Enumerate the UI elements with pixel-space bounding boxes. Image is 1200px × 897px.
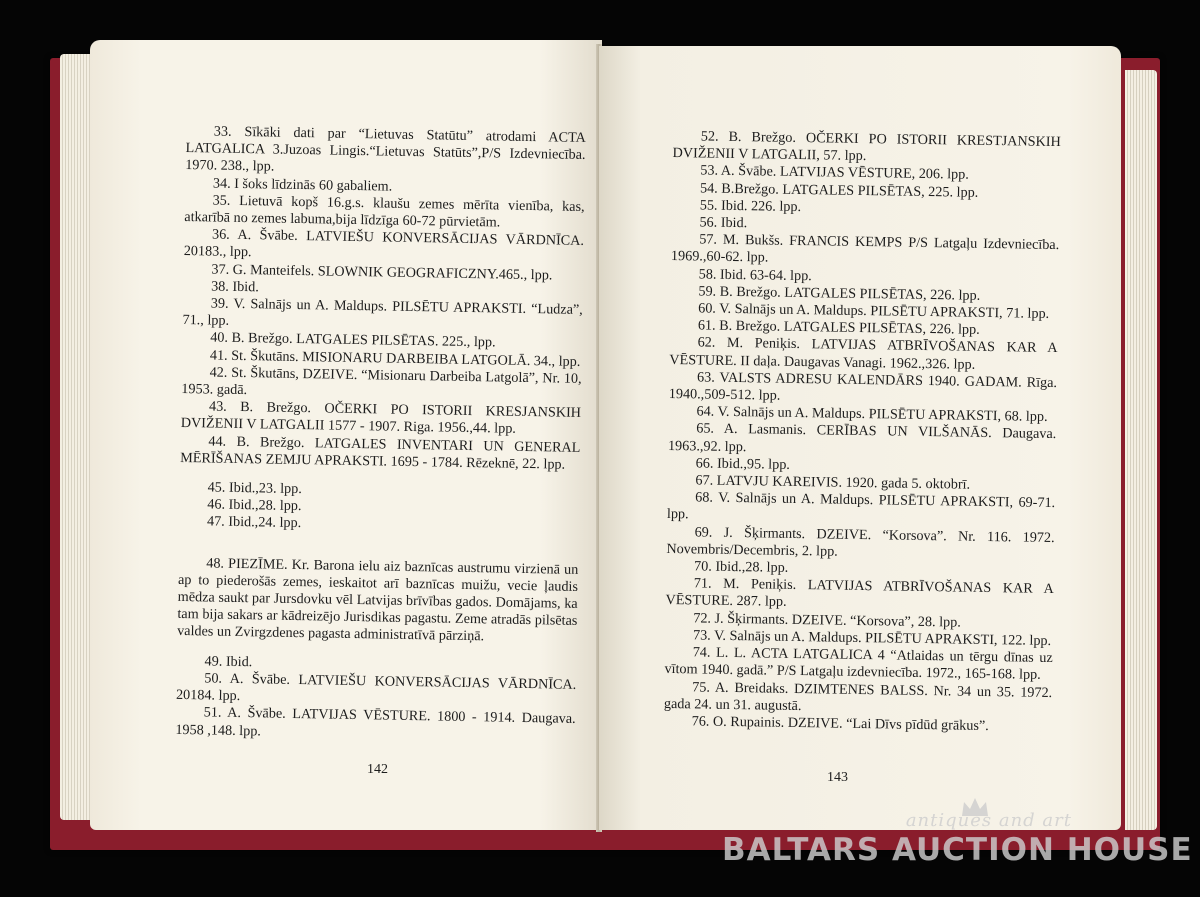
note-66: 66. Ibid.,95. lpp. [695,455,791,473]
note-59: 59. B. Brežgo. LATGALES PILSĒTAS, 226. lpp. [698,283,981,304]
note-43: 43. B. Brežgo. OČERKI PO ISTORII KRESJANSKIH DVIŽENII V LATGALII 1577 - 1907. Riga. 1956.,44. lpp. [180,398,582,438]
note-69: 69. J. Šķirmants. DZEIVE. “Korsova”. Nr. 116. 1972. Novembris/Decembris, 2. lpp. [666,524,1055,560]
note-48: 48. PIEZĪME. Kr. Barona ielu aiz baznīcas austrumu virzienā un ap to piederošās zemes, ieskaitot arī baznīcas muižu, vecie ļaudis mēdza saukt par Jursdovku vēl Latvijas brīvības gados. Domājams, ka tam bija sakars ar kādreizējo Jurisdikas pagastu. Zeme atradās pilsētas valdes un Zvirgzdenes pagasta administratīvā pārziņā. [176,555,579,645]
note-37: 37. G. Manteifels. SLOWNIK GEOGRAFICZNY.465., lpp. [211,261,553,284]
right-page [599,46,1121,830]
note-55: 55. Ibid. 226. lpp. [699,197,802,215]
note-72: 72. J. Šķirmants. DZEIVE. “Korsova”, 28. lpp. [693,610,961,631]
page-number-right: 143 [827,770,848,785]
note-52: 52. B. Brežgo. OČERKI PO ISTORII KRESTJANSKIH DVIŽENII V LATGALII, 57. lpp. [672,128,1061,165]
note-34: 34. I šoks līdzinās 60 gabaliem. [212,175,393,195]
auction-house-watermark [722,808,1193,888]
note-46: 46. Ibid.,28. lpp. [207,496,302,515]
note-68: 68. V. Salnājs un A. Maldups. PILSĒTU APRAKSTI, 69-71. lpp. [666,489,1056,523]
note-67: 67. LATVJU KAREIVIS. 1920. gada 5. oktobrī. [695,472,971,493]
note-65: 65. A. Lasmanis. CERĪBAS UN VILŠANĀS. Daugava. 1963.,92. lpp. [667,420,1057,455]
note-56: 56. Ibid. [699,214,748,232]
left-page [90,40,602,830]
note-70: 70. Ibid.,28. lpp. [693,558,789,576]
note-53: 53. A. Švābe. LATVIJAS VĒSTURE, 206. lpp. [700,162,969,184]
left-page-notes [175,123,586,746]
note-71: 71. M. Peniķis. LATVIJAS ATBRĪVOŠANAS KAR A VĒSTURE. 287. lpp. [665,575,1054,611]
note-60: 60. V. Salnājs un A. Maldups. PILSĒTU APRAKSTI, 71. lpp. [698,300,1050,322]
note-49: 49. Ibid. [204,653,253,670]
note-47: 47. Ibid.,24. lpp. [206,513,302,532]
note-33: 33. Sīkāki dati par “Lietuvas Statūtu” atrodami ACTA LATGALICA 3.Juzoas Lingis.“Lietuvas Statūts”,P/S Izdevniecība. 1970. 238., lpp. [185,123,586,175]
note-76: 76. O. Rupainis. DZEIVE. “Lai Dīvs pīdūd grākus”. [691,713,989,734]
note-36: 36. A. Švābe. LATVIEŠU KONVERSĀCIJAS VĀRDNĪCA. 20183., lpp. [183,226,585,261]
page-edges-right [1125,70,1157,830]
note-50: 50. A. Švābe. LATVIEŠU KONVERSĀCIJAS VĀRDNĪCA. 20184. lpp. [175,670,577,705]
note-75: 75. A. Breidaks. DZIMTENES BALSS. Nr. 34 un 35. 1972. gada 24. un 31. augustā. [663,678,1053,714]
watermark-tagline: antiques and art [905,810,1072,831]
note-58: 58. Ibid. 63-64. lpp. [698,266,812,284]
note-57: 57. M. Bukšs. FRANCIS KEMPS P/S Latgaļu Izdevniecība. 1969.,60-62. lpp. [670,231,1060,266]
note-41: 41. St. Škutāns. MISIONARU DARBEIBA LATGOLĀ. 34., lpp. [209,347,581,370]
right-page-notes [664,128,1061,736]
note-73: 73. V. Salnājs un A. Maldups. PILSĒTU APRAKSTI, 122. lpp. [692,627,1052,649]
watermark-brand: BALTARS AUCTION HOUSE [722,832,1193,868]
note-63: 63. VALSTS ADRESU KALENDĀRS 1940. GADAM. Rīga. 1940.,509-512. lpp. [668,369,1058,404]
note-61: 61. B. Brežgo. LATGALES PILSĒTAS, 226. lpp. [697,317,980,339]
note-62: 62. M. Peniķis. LATVIJAS ATBRĪVOŠANAS KAR A VĒSTURE. II daļa. Daugavas Vanagi. 1962.,326. lpp. [669,334,1058,373]
note-74: 74. L. L. ACTA LATGALICA 4 “Atlaidas un tērgu dīnas uz vītom 1940. gadā.” P/S Latgaļu izdevniecība. 1972., 165-168. lpp. [664,644,1053,684]
note-44: 44. B. Brežgo. LATGALES INVENTARI UN GENERAL MĒRĪŠANAS ZEMJU APRAKSTI. 1695 - 1784. Rēzeknē, 22. lpp. [180,433,581,473]
note-51: 51. A. Švābe. LATVIJAS VĒSTURE. 1800 - 1914. Daugava. 1958 ,148. lpp. [175,704,576,739]
note-42: 42. St. Škutāns, DZEIVE. “Misionaru Darbeiba Latgolā”, Nr. 10, 1953. gadā. [181,364,582,399]
note-40: 40. B. Brežgo. LATGALES PILSĒTAS. 225., lpp. [210,329,496,351]
note-39: 39. V. Salnājs un A. Maldups. PILSĒTU APRAKSTI. “Ludza”, 71., lpp. [182,295,583,330]
note-54: 54. B.Brežgo. LATGALES PILSĒTAS, 225. lpp. [699,180,979,201]
note-64: 64. V. Salnājs un A. Maldups. PILSĒTU APRAKSTI, 68. lpp. [696,403,1048,426]
open-book [50,40,1165,850]
page-number-left: 142 [367,762,388,777]
note-35: 35. Lietuvā kopš 16.g.s. klaušu zemes mērīta vienība, kas, atkarībā no zemes labuma,bija līdzīga 60-72 pūrvietām. [184,192,585,231]
note-38: 38. Ibid. [211,278,259,296]
note-45: 45. Ibid.,23. lpp. [207,479,302,498]
